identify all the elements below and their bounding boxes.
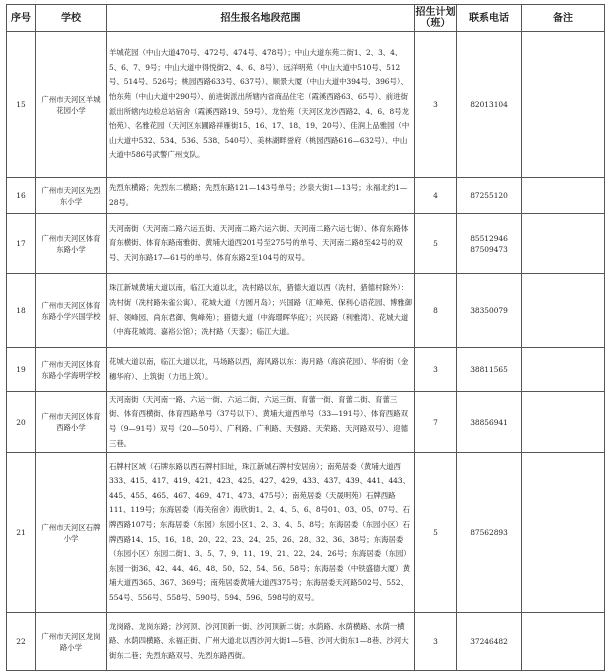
row-remark [522,392,605,453]
row-remark [522,613,605,671]
table-row [7,392,605,453]
row-plan: 5 [415,453,457,613]
table-row [7,613,605,671]
row-plan: 7 [415,392,457,453]
row-plan: 5 [415,214,457,274]
row-phone: 38811565 [457,348,522,392]
row-scope: 石牌村区域（石牌东路以西石牌村旧址，珠江新城石牌村安居房）；南苑居委（黄埔大道西333、415、417、419、421、423、425、427、429、433、437、439、441、443、445、455、465、467、469、471、473、475号）；南苑居委（天晟明苑）石牌西路111、119号；东海居委（海关宿舍）海欣街1、2、4、5、6、8号01、03、05、07号、石牌西路107号；东海居委（东园）东园小区1、2、3、4、5、8号；东海居委（东园小区）石牌西路14、15、16、18、20、22、23、24、25、26、28、32、36、38号；东海居委（东园小区）东园二街1、3、5、7、9、11、19、21、22、24、26号；东海居委（东园）东园一街36、42、44、46、48、50、52、54、56、58号；东海居委（中铁盛德大厦）黄埔大道西365、367、369号；南苑居委黄埔大道西375号；东海居委天河路502号、552、554号、556号、558号、590号、594、596、598号的双号。 [107,453,415,613]
admission-table [6,4,605,671]
row-seq: 18 [7,274,36,348]
row-scope: 天河南街（天河南二路六运五街、天河南二路六运六街、天河南二路六运七街）、体育东路体育东横街、体育东路南雅街、黄埔大道西201号至275号的单号、天河南二路8至42号的双号、天河东路17—61号的单号、体育东路2至104号的双号。 [107,214,415,274]
row-remark [522,32,605,178]
row-scope: 珠江新城黄埔大道以南，临江大道以北，冼村路以东，猎德大道以西（冼村、猎德村除外）：冼村街（冼村路朱雀公寓）、花城大道（方圆月岛）；兴国路（汇峰苑、保利心语花园、博雅御轩、领峰园、尚东君御、隽峰苑）；猎德大道（中海璟晖华庭）；兴民路（利雅湾）、花城大道（中海花城湾、嘉裕公馆）；冼村路（天銮）；临江大道。 [107,274,415,348]
table-row [7,274,605,348]
row-plan: 4 [415,178,457,214]
row-school: 广州市天河区龙岗路小学 [36,613,107,671]
row-scope: 天河南街（天河南一路、六运一街、六运二街、六运三街、育蕾一街、育蕾二街、育蕾三街、体育西横街、体育西路单号（37号以下）、黄埔大道西单号（33—191号）、体育西路双号（9—91号）双号（20—50号）、广利路、广利路、天强路、天荣路、天河路双号）、迎德三巷。 [107,392,415,453]
row-seq: 15 [7,32,36,178]
row-plan: 8 [415,274,457,348]
row-school: 广州市天河区先烈东小学 [36,178,107,214]
header-seq: 序号 [7,5,36,32]
header-phone: 联系电话 [457,5,522,32]
row-seq: 16 [7,178,36,214]
table-header-row [7,5,605,32]
row-phone: 87562893 [457,453,522,613]
row-school: 广州市天河区体育东路小学兴国学校 [36,274,107,348]
row-seq: 21 [7,453,36,613]
row-scope: 花城大道以南，临江大道以北，马场路以西，海风路以东：海月路（海滨花园）、华府街（金穗华府）、上筑街（力迅上筑）。 [107,348,415,392]
table-row [7,453,605,613]
table-row [7,32,605,178]
row-school: 广州市天河区体育东路小学海明学校 [36,348,107,392]
row-remark [522,453,605,613]
header-plan: 招生计划（班） [415,5,457,32]
row-scope: 先烈东横路；先烈东二横路；先烈东路121—143号单号；沙泉大街1—13号；永福北约1—28号。 [107,178,415,214]
row-school: 广州市天河区体育西路小学 [36,392,107,453]
row-phone: 37246482 [457,613,522,671]
row-phone: 82013104 [457,32,522,178]
row-remark [522,178,605,214]
header-remark: 备注 [522,5,605,32]
row-seq: 19 [7,348,36,392]
row-remark [522,348,605,392]
header-scope: 招生报名地段范围 [107,5,415,32]
row-plan: 3 [415,32,457,178]
row-scope: 龙岗路、龙岗东路；沙河顶、沙河顶新一街、沙河顶新二街；水荫路、水荫横路、水荫一横路、水荫四横路、永福正街、广州大道北以西沙河大街1—5巷、沙河大街东1—8巷、沙河大街东二巷；先烈东路双号、先烈东路西街。 [107,613,415,671]
table-row [7,178,605,214]
row-phone: 85512946 87509473 [457,214,522,274]
row-seq: 17 [7,214,36,274]
table-row [7,214,605,274]
row-scope: 羊城花园（中山大道470号、472号、474号、478号）；中山大道东苑二街1、2、3、4、5、6、7、9号；中山大道中得悦街2、4、6、8号）、远洋明苑（中山大道中510号、512号、514号、526号；桃园西路633号、637号）、顺景大厦（中山大道中394号、396号）、怡东苑（中山大道中290号）、前进街派出所辖内省商品住宅（霞溪西路63、65号）、前进街派出所辖内边检总站宿舍（霞溪西路19、59号）、龙怡苑（天河区龙沙西路2、4、6、8号龙怡苑）、名雅花园（天河区东圃路祥雁街15、16、17、18、19、20号）、佳润上品雅园（中山大道中532、534、536、538、540号）、美林湖畔誉府（桃园西路616—632号）、中山大道中586号武警广州支队。 [107,32,415,178]
row-remark [522,214,605,274]
header-school: 学校 [36,5,107,32]
row-school: 广州市天河区石牌小学 [36,453,107,613]
row-phone: 87255120 [457,178,522,214]
admission-table-page [6,4,604,671]
row-plan: 3 [415,348,457,392]
row-school: 广州市天河区体育东路小学 [36,214,107,274]
row-phone: 38350079 [457,274,522,348]
row-phone: 38856941 [457,392,522,453]
row-seq: 22 [7,613,36,671]
row-remark [522,274,605,348]
row-school: 广州市天河区羊城花园小学 [36,32,107,178]
row-seq: 20 [7,392,36,453]
row-plan: 3 [415,613,457,671]
table-row [7,348,605,392]
